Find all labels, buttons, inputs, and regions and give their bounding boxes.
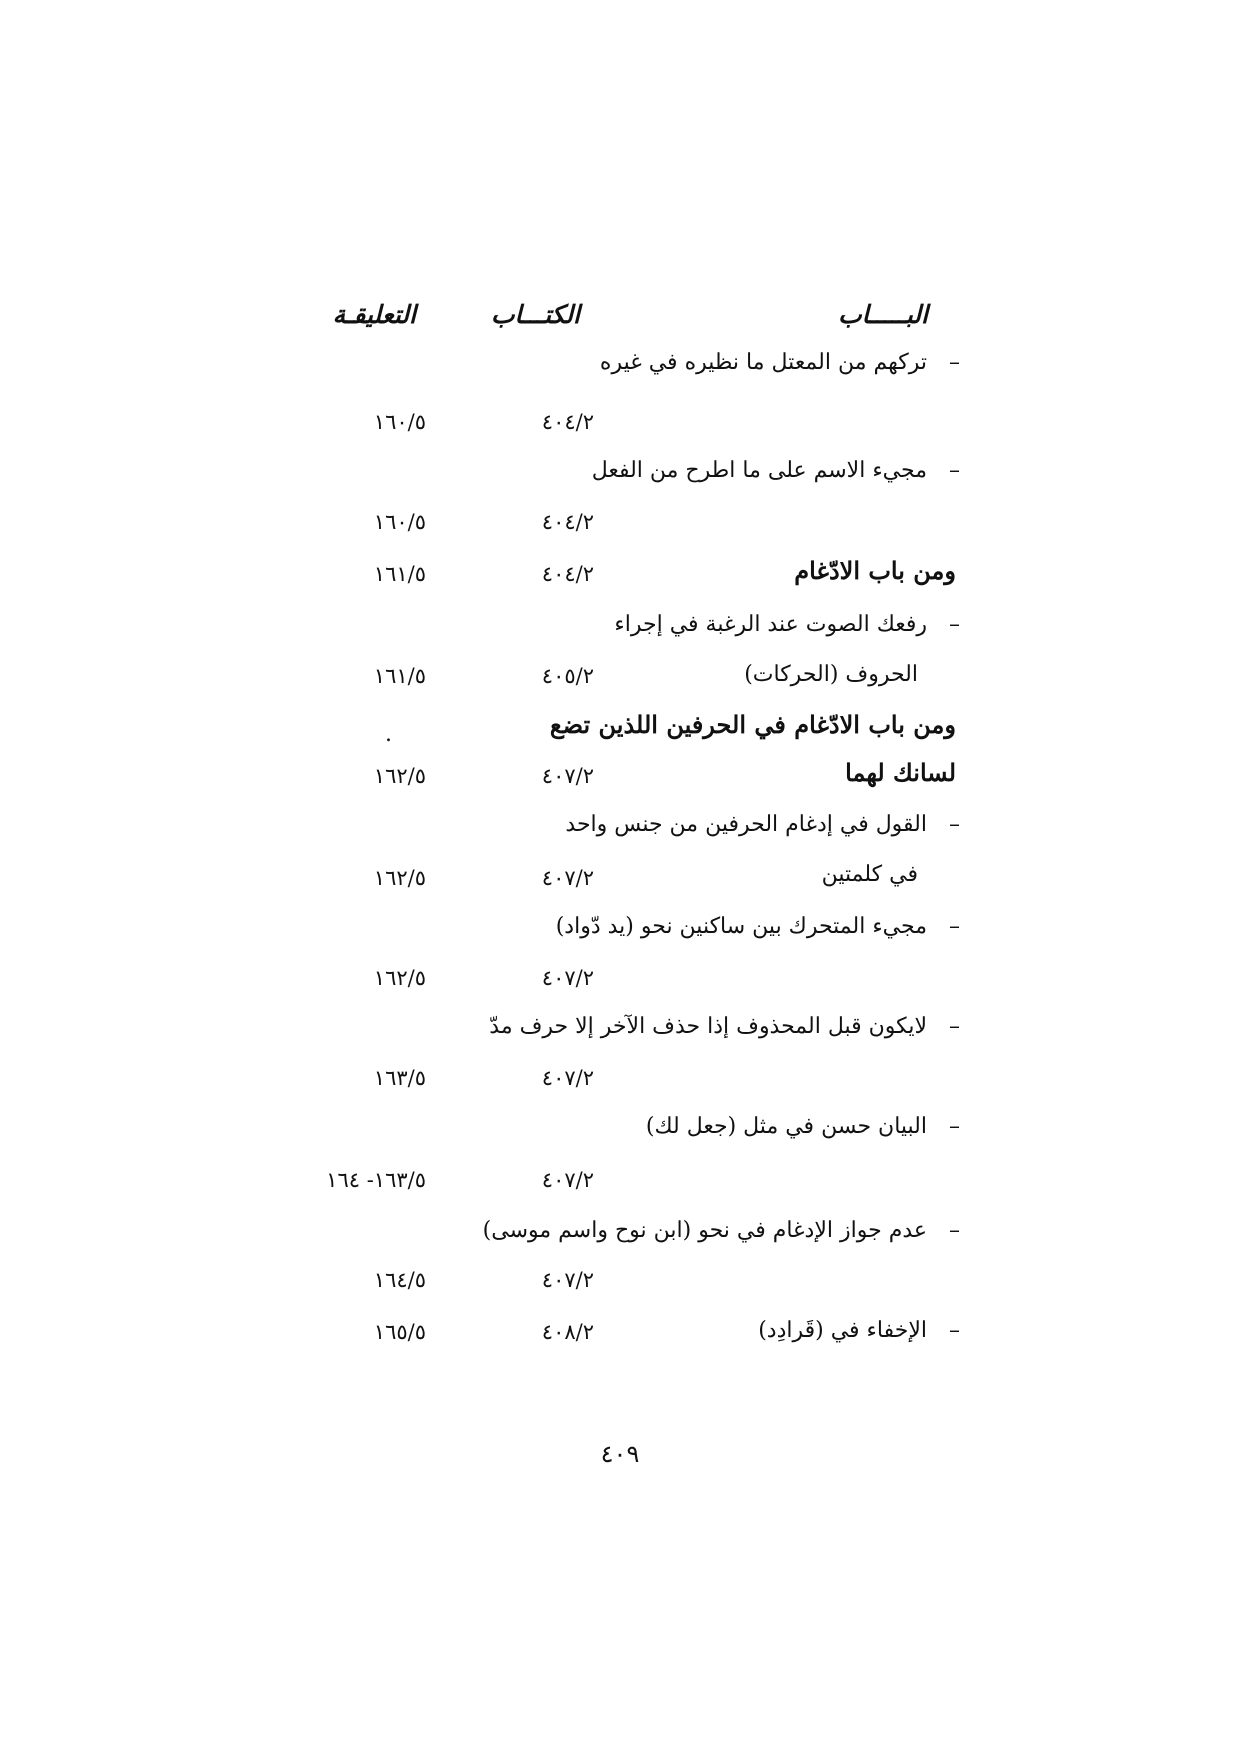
entry-line — [646, 1114, 960, 1139]
header-kitab: الكتـــاب — [490, 300, 580, 329]
kitab-ref: ٤٠٥/٢ — [541, 664, 594, 688]
entry-line — [758, 1318, 960, 1343]
kitab-ref: ٤٠٧/٢ — [541, 1268, 594, 1292]
entry-text: البيان حسن في مثل (جعل لك) — [645, 1114, 927, 1139]
kitab-ref: ٤٠٧/٢ — [541, 1168, 594, 1192]
section-title: ومن باب الادّغام في الحرفين اللذين تضع — [549, 710, 956, 739]
entry-line — [592, 458, 960, 483]
entry-text: القول في إدغام الحرفين من جنس واحد — [565, 812, 927, 837]
entry-text: رفعك الصوت عند الرغبة في إجراء — [614, 612, 927, 637]
taliqa-ref: ١٦٠/٥ — [373, 510, 426, 534]
taliqa-ref: ١٦٤/٥ — [373, 1268, 426, 1292]
dash: – — [949, 1218, 960, 1243]
taliqa-ref: ١٦١/٥ — [373, 562, 426, 586]
entry-text: لايكون قبل المحذوف إذا حذف الآخر إلا حرف مدّ — [489, 1014, 927, 1039]
dash: – — [949, 458, 960, 483]
dash: – — [949, 612, 960, 637]
dash: – — [949, 914, 960, 939]
entry-text: مجيء المتحرك بين ساكنين نحو (يد دّواد) — [555, 914, 927, 939]
dot-mark: . — [385, 722, 392, 747]
entry-text: عدم جواز الإدغام في نحو (ابن نوح واسم موسى) — [482, 1218, 927, 1243]
entry-text: تركهم من المعتل ما نظيره في غيره — [599, 350, 927, 375]
taliqa-ref: ١٦٢/٥ — [373, 866, 426, 890]
kitab-ref: ٤٠٧/٢ — [541, 1066, 594, 1090]
entry-line — [614, 612, 960, 637]
entry-line — [556, 914, 960, 939]
section-title: لسانك لهما — [845, 758, 956, 787]
kitab-ref: ٤٠٤/٢ — [541, 562, 594, 586]
kitab-ref: ٤٠٤/٢ — [541, 410, 594, 434]
kitab-ref: ٤٠٤/٢ — [541, 510, 594, 534]
entry-line — [600, 350, 960, 375]
header-bab: البـــــاب — [838, 300, 928, 329]
kitab-ref: ٤٠٧/٢ — [541, 866, 594, 890]
taliqa-ref: ١٦١/٥ — [373, 664, 426, 688]
taliqa-ref: ١٦٢/٥ — [373, 966, 426, 990]
entry-line — [489, 1014, 960, 1039]
taliqa-ref: ١٦٠/٥ — [373, 410, 426, 434]
dash: – — [949, 1014, 960, 1039]
kitab-ref: ٤٠٧/٢ — [541, 764, 594, 788]
dash: – — [949, 812, 960, 837]
dash: – — [949, 1318, 960, 1343]
entry-text: الإخفاء في (قَرادِد) — [758, 1318, 927, 1343]
taliqa-ref: ١٦٢/٥ — [373, 764, 426, 788]
section-title: ومن باب الادّغام — [794, 556, 956, 585]
kitab-ref: ٤٠٨/٢ — [541, 1320, 594, 1344]
dash: – — [949, 350, 960, 375]
entry-line — [483, 1218, 960, 1243]
taliqa-ref: ١٦٥/٥ — [373, 1320, 426, 1344]
entry-text-continued: الحروف (الحركات) — [744, 662, 918, 687]
entry-line — [565, 812, 960, 837]
header-taliqa: التعليقـة — [332, 300, 416, 329]
kitab-ref: ٤٠٧/٢ — [541, 966, 594, 990]
entry-text: مجيء الاسم على ما اطرح من الفعل — [591, 458, 927, 483]
page-number: ٤٠٩ — [600, 1440, 640, 1468]
entry-text-continued: في كلمتين — [821, 862, 918, 887]
taliqa-ref: ١٦٣/٥- ١٦٤ — [326, 1168, 426, 1192]
dash: – — [949, 1114, 960, 1139]
taliqa-ref: ١٦٣/٥ — [373, 1066, 426, 1090]
